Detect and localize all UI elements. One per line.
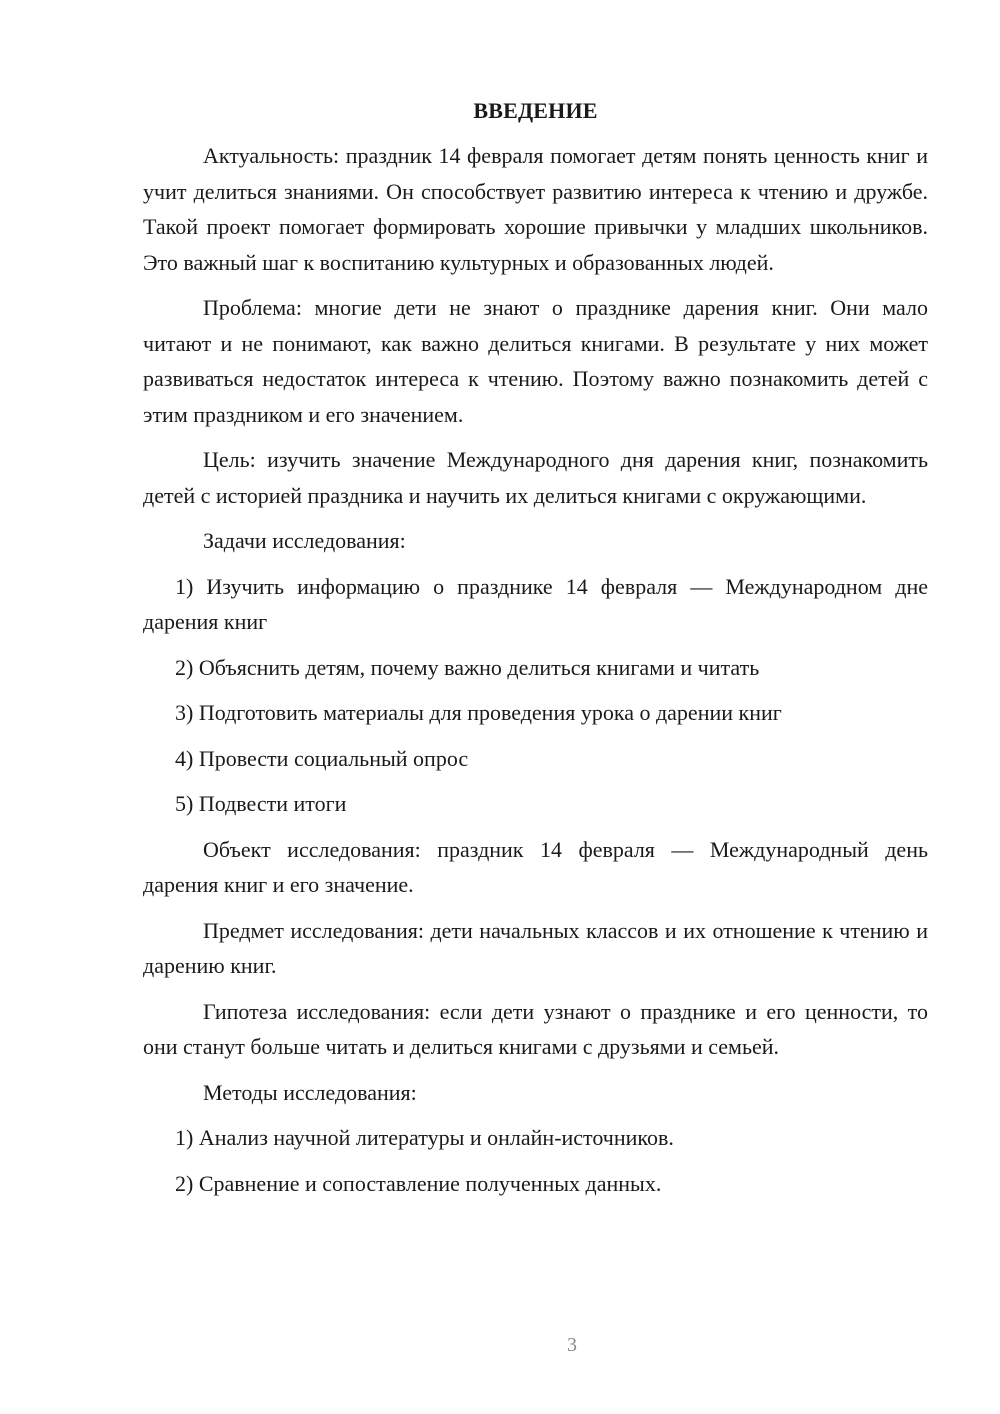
problem-paragraph: Проблема: многие дети не знают о празднике дарения книг. Они мало читают и не понимают, как важно делиться книгами. В результате у них может развиваться недостаток интереса к чтению. Поэтому важно познакомить детей с этим праздником и его значением. [143, 295, 928, 427]
goal-paragraph: Цель: изучить значение Международного дня дарения книг, познакомить детей с историей праздника и научить их делиться книгами с окружающими. [143, 447, 928, 508]
hypothesis-paragraph: Гипотеза исследования: если дети узнают о празднике и его ценности, то они станут больше читать и делиться книгами с друзьями и семьей. [143, 998, 928, 1059]
method-item-2: 2) Сравнение и сопоставление полученных данных. [175, 1170, 662, 1196]
method-item-1: 1) Анализ научной литературы и онлайн-источников. [175, 1125, 674, 1150]
methods-heading: Методы исследования: [203, 1079, 417, 1105]
task-item-3: 3) Подготовить материалы для проведения урока о дарении книг [175, 700, 782, 725]
object-paragraph: Объект исследования: праздник 14 февраля — Международный день дарения книг и его значение. [143, 836, 928, 897]
task-item-4: 4) Провести социальный опрос [175, 745, 469, 771]
document-page [143, 96, 928, 1211]
tasks-heading: Задачи исследования: [203, 528, 406, 553]
task-item-1: 1) Изучить информацию о празднике 14 февраля — Международном дне дарения книг [143, 573, 928, 634]
relevance-paragraph: Актуальность: праздник 14 февраля помогает детям понять ценность книг и учит делиться знаниями. Он способствует развитию интереса к чтению и дружбе. Такой проект помогает формировать хорошие привычки у младших школьников. Это важный шаг к воспитанию культурных и образованных людей. [143, 143, 928, 275]
task-item-5: 5) Подвести итоги [175, 791, 347, 816]
subject-paragraph: Предмет исследования: дети начальных классов и их отношение к чтению и дарению книг. [143, 917, 928, 978]
task-item-2: 2) Объяснить детям, почему важно делиться книгами и читать [175, 654, 760, 680]
section-title: ВВЕДЕНИЕ [473, 98, 598, 123]
page-number: 3 [567, 1334, 577, 1356]
